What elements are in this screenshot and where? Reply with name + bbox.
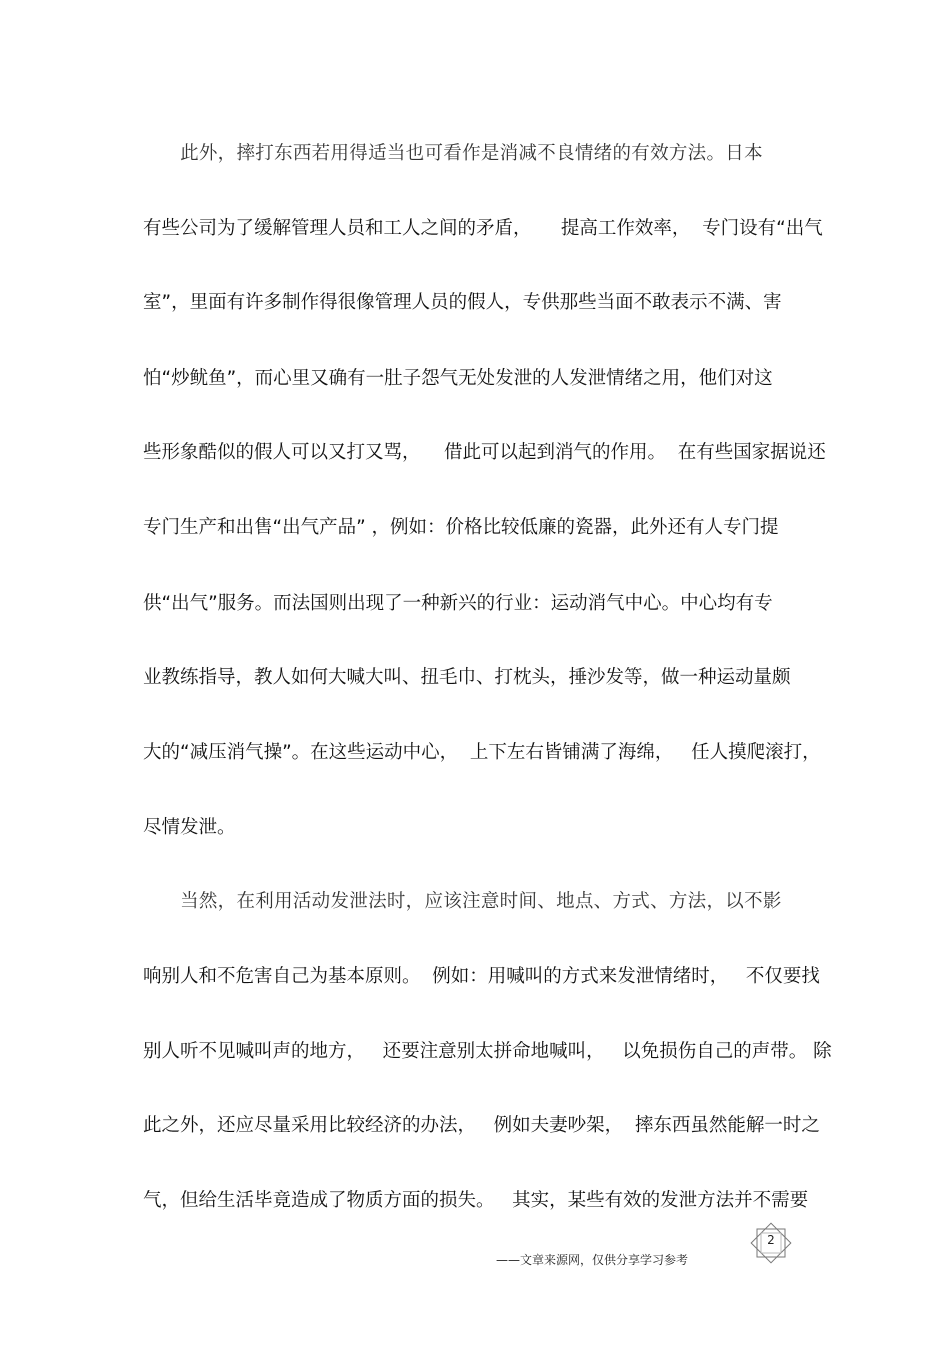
text-line: 有些公司为了缓解管理人员和工人之间的矛盾， 提高工作效率， 专门设有“出气 <box>143 218 823 239</box>
text-line: 供“出气”服务。而法国则出现了一种新兴的行业：运动消气中心。中心均有专 <box>143 593 773 614</box>
text-line: 当然，在利用活动发泄法时，应该注意时间、地点、方式、方法，以不影 <box>143 891 782 912</box>
page-number: 2 <box>767 1233 775 1247</box>
text-line: 别人听不见喊叫声的地方， 还要注意别太拼命地喊叫， 以免损伤自己的声带。 除 <box>143 1041 832 1062</box>
text-line: 此外，摔打东西若用得适当也可看作是消减不良情绪的有效方法。日本 <box>143 143 763 164</box>
text-line: 尽情发泄。 <box>143 817 236 838</box>
text-line: 室”，里面有许多制作得很像管理人员的假人，专供那些当面不敢表示不满、害 <box>143 292 782 313</box>
text-line: 此之外，还应尽量采用比较经济的办法， 例如夫妻吵架， 摔东西虽然能解一时之 <box>143 1115 820 1136</box>
text-line: 业教练指导，教人如何大喊大叫、扭毛巾、打枕头，捶沙发等，做一种运动量颇 <box>143 667 791 688</box>
text-line: 怕“炒鱿鱼”，而心里又确有一肚子怨气无处发泄的人发泄情绪之用，他们对这 <box>143 368 773 389</box>
text-line: 气，但给生活毕竟造成了物质方面的损失。 其实，某些有效的发泄方法并不需要 <box>143 1190 809 1211</box>
text-line: 些形象酷似的假人可以又打又骂， 借此可以起到消气的作用。 在有些国家据说还 <box>143 442 826 463</box>
text-line: 大的“减压消气操”。在这些运动中心， 上下左右皆铺满了海绵， 任人摸爬滚打， <box>143 742 821 763</box>
footer-source-note: ——文章来源网，仅供分享学习参考 <box>496 1253 689 1267</box>
text-line: 响别人和不危害自己为基本原则。 例如：用喊叫的方式来发泄情绪时， 不仅要找 <box>143 966 820 987</box>
text-line: 专门生产和出售“出气产品” ，例如：价格比较低廉的瓷器，此外还有人专门提 <box>143 517 779 538</box>
page-number-badge <box>748 1220 794 1266</box>
